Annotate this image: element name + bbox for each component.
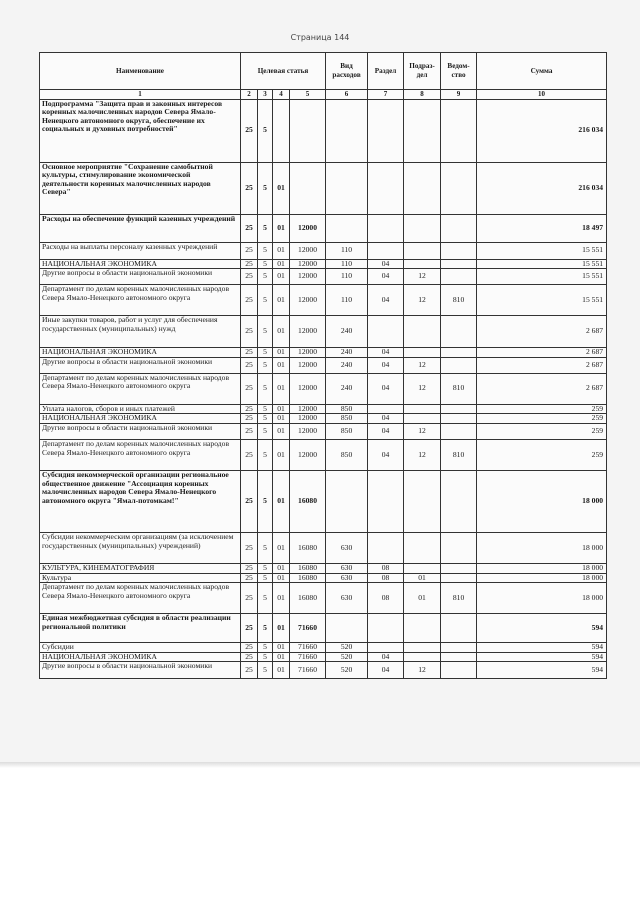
expense-type-code bbox=[326, 99, 368, 162]
row-name: Департамент по делам коренных малочисленных народов Севера Ямало-Ненецкого автономного округа bbox=[40, 439, 241, 470]
table-row bbox=[40, 583, 607, 614]
target-code-direction: 12000 bbox=[290, 414, 326, 424]
target-code-measure: 01 bbox=[273, 404, 290, 414]
row-sum: 15 551 bbox=[477, 242, 607, 259]
column-number: 4 bbox=[273, 90, 290, 100]
target-code-direction: 12000 bbox=[290, 348, 326, 358]
subsection-code bbox=[404, 614, 441, 643]
target-code-subprogram: 5 bbox=[258, 573, 273, 583]
column-number: 1 bbox=[40, 90, 241, 100]
subsection-code bbox=[404, 470, 441, 532]
target-code-subprogram: 5 bbox=[258, 583, 273, 614]
row-name: Расходы на выплаты персоналу казенных учреждений bbox=[40, 242, 241, 259]
header-expense-type: Вид расходов bbox=[326, 53, 368, 90]
target-code-measure: 01 bbox=[273, 583, 290, 614]
department-code bbox=[441, 532, 477, 563]
target-code-measure: 01 bbox=[273, 614, 290, 643]
row-sum: 2 687 bbox=[477, 348, 607, 358]
expense-type-code: 240 bbox=[326, 357, 368, 373]
column-number: 3 bbox=[258, 90, 273, 100]
section-code bbox=[368, 99, 404, 162]
section-code: 04 bbox=[368, 373, 404, 404]
department-code bbox=[441, 99, 477, 162]
target-code-direction: 12000 bbox=[290, 373, 326, 404]
target-code-measure: 01 bbox=[273, 259, 290, 269]
subsection-code bbox=[404, 348, 441, 358]
row-name: Департамент по делам коренных малочисленных народов Севера Ямало-Ненецкого автономного округа bbox=[40, 373, 241, 404]
expense-type-code: 240 bbox=[326, 316, 368, 348]
subsection-code bbox=[404, 242, 441, 259]
target-code-subprogram: 5 bbox=[258, 470, 273, 532]
section-code bbox=[368, 404, 404, 414]
target-code-direction bbox=[290, 99, 326, 162]
row-sum: 594 bbox=[477, 614, 607, 643]
target-code-direction: 71660 bbox=[290, 662, 326, 679]
table-row bbox=[40, 162, 607, 214]
target-code-subprogram: 5 bbox=[258, 563, 273, 573]
target-code-program: 25 bbox=[241, 532, 258, 563]
target-code-direction: 71660 bbox=[290, 652, 326, 662]
table-row bbox=[40, 563, 607, 573]
subsection-code bbox=[404, 162, 441, 214]
section-code: 04 bbox=[368, 259, 404, 269]
target-code-program: 25 bbox=[241, 563, 258, 573]
row-name: Департамент по делам коренных малочисленных народов Севера Ямало-Ненецкого автономного округа bbox=[40, 285, 241, 316]
target-code-subprogram: 5 bbox=[258, 214, 273, 242]
target-code-program: 25 bbox=[241, 662, 258, 679]
target-code-subprogram: 5 bbox=[258, 162, 273, 214]
target-code-direction: 12000 bbox=[290, 316, 326, 348]
section-code: 08 bbox=[368, 583, 404, 614]
department-code bbox=[441, 614, 477, 643]
column-number-row bbox=[40, 90, 607, 100]
target-code-direction: 12000 bbox=[290, 269, 326, 285]
subsection-code: 12 bbox=[404, 269, 441, 285]
row-sum: 216 034 bbox=[477, 162, 607, 214]
table-row bbox=[40, 532, 607, 563]
target-code-program: 25 bbox=[241, 99, 258, 162]
table-row bbox=[40, 348, 607, 358]
row-name: Основное мероприятие "Сохранение самобытной культуры, стимулирование экономической деятельности коренных малочисленных народов Севера" bbox=[40, 162, 241, 214]
table-row bbox=[40, 242, 607, 259]
expense-type-code: 850 bbox=[326, 414, 368, 424]
target-code-subprogram: 5 bbox=[258, 662, 273, 679]
department-code: 810 bbox=[441, 285, 477, 316]
department-code bbox=[441, 357, 477, 373]
target-code-program: 25 bbox=[241, 259, 258, 269]
row-sum: 15 551 bbox=[477, 269, 607, 285]
column-number: 5 bbox=[290, 90, 326, 100]
target-code-measure: 01 bbox=[273, 573, 290, 583]
target-code-program: 25 bbox=[241, 316, 258, 348]
target-code-measure: 01 bbox=[273, 357, 290, 373]
subsection-code bbox=[404, 643, 441, 653]
row-name: Другие вопросы в области национальной экономики bbox=[40, 269, 241, 285]
target-code-direction: 12000 bbox=[290, 423, 326, 439]
row-name: НАЦИОНАЛЬНАЯ ЭКОНОМИКА bbox=[40, 348, 241, 358]
target-code-program: 25 bbox=[241, 214, 258, 242]
row-sum: 2 687 bbox=[477, 373, 607, 404]
row-name: Расходы на обеспечение функций казенных учреждений bbox=[40, 214, 241, 242]
row-name: НАЦИОНАЛЬНАЯ ЭКОНОМИКА bbox=[40, 259, 241, 269]
target-code-program: 25 bbox=[241, 162, 258, 214]
table-row bbox=[40, 414, 607, 424]
target-code-measure: 01 bbox=[273, 643, 290, 653]
subsection-code: 12 bbox=[404, 439, 441, 470]
target-code-direction: 71660 bbox=[290, 643, 326, 653]
section-code: 04 bbox=[368, 414, 404, 424]
target-code-program: 25 bbox=[241, 348, 258, 358]
row-name: КУЛЬТУРА, КИНЕМАТОГРАФИЯ bbox=[40, 563, 241, 573]
expense-type-code: 110 bbox=[326, 269, 368, 285]
target-code-direction: 12000 bbox=[290, 439, 326, 470]
subsection-code: 12 bbox=[404, 357, 441, 373]
department-code: 810 bbox=[441, 373, 477, 404]
table-row bbox=[40, 652, 607, 662]
subsection-code bbox=[404, 316, 441, 348]
header-name: Наименование bbox=[40, 53, 241, 90]
section-code: 04 bbox=[368, 357, 404, 373]
table-row bbox=[40, 662, 607, 679]
column-number: 6 bbox=[326, 90, 368, 100]
target-code-subprogram: 5 bbox=[258, 357, 273, 373]
row-sum: 15 551 bbox=[477, 259, 607, 269]
target-code-direction: 12000 bbox=[290, 214, 326, 242]
section-code: 04 bbox=[368, 662, 404, 679]
expense-type-code: 850 bbox=[326, 423, 368, 439]
target-code-measure: 01 bbox=[273, 269, 290, 285]
expense-type-code: 630 bbox=[326, 532, 368, 563]
target-code-program: 25 bbox=[241, 357, 258, 373]
target-code-subprogram: 5 bbox=[258, 423, 273, 439]
subsection-code bbox=[404, 563, 441, 573]
expense-type-code: 630 bbox=[326, 583, 368, 614]
section-code bbox=[368, 470, 404, 532]
target-code-subprogram: 5 bbox=[258, 532, 273, 563]
table-row bbox=[40, 573, 607, 583]
department-code bbox=[441, 404, 477, 414]
department-code bbox=[441, 470, 477, 532]
subsection-code bbox=[404, 214, 441, 242]
target-code-measure: 01 bbox=[273, 423, 290, 439]
target-code-measure: 01 bbox=[273, 348, 290, 358]
table-row bbox=[40, 404, 607, 414]
expense-type-code: 520 bbox=[326, 662, 368, 679]
target-code-program: 25 bbox=[241, 614, 258, 643]
header-section: Раздел bbox=[368, 53, 404, 90]
target-code-subprogram: 5 bbox=[258, 373, 273, 404]
table-row bbox=[40, 214, 607, 242]
header-department: Ведом-ство bbox=[441, 53, 477, 90]
column-number: 10 bbox=[477, 90, 607, 100]
row-sum: 594 bbox=[477, 652, 607, 662]
row-sum: 2 687 bbox=[477, 357, 607, 373]
column-number: 2 bbox=[241, 90, 258, 100]
target-code-program: 25 bbox=[241, 423, 258, 439]
table-row bbox=[40, 316, 607, 348]
row-sum: 18 000 bbox=[477, 583, 607, 614]
department-code bbox=[441, 423, 477, 439]
target-code-subprogram: 5 bbox=[258, 404, 273, 414]
subsection-code bbox=[404, 652, 441, 662]
target-code-direction: 12000 bbox=[290, 259, 326, 269]
target-code-subprogram: 5 bbox=[258, 269, 273, 285]
department-code: 810 bbox=[441, 439, 477, 470]
section-code bbox=[368, 643, 404, 653]
target-code-measure: 01 bbox=[273, 470, 290, 532]
row-sum: 2 687 bbox=[477, 316, 607, 348]
section-code: 08 bbox=[368, 563, 404, 573]
target-code-program: 25 bbox=[241, 373, 258, 404]
department-code bbox=[441, 414, 477, 424]
target-code-direction: 16080 bbox=[290, 583, 326, 614]
table-body bbox=[40, 99, 607, 679]
row-sum: 216 034 bbox=[477, 99, 607, 162]
expense-type-code: 630 bbox=[326, 573, 368, 583]
row-name: Культура bbox=[40, 573, 241, 583]
target-code-measure: 01 bbox=[273, 563, 290, 573]
target-code-measure: 01 bbox=[273, 214, 290, 242]
target-code-direction: 16080 bbox=[290, 563, 326, 573]
department-code bbox=[441, 316, 477, 348]
target-code-program: 25 bbox=[241, 285, 258, 316]
target-code-subprogram: 5 bbox=[258, 439, 273, 470]
row-name: Другие вопросы в области национальной экономики bbox=[40, 357, 241, 373]
expense-type-code: 240 bbox=[326, 373, 368, 404]
target-code-direction: 16080 bbox=[290, 470, 326, 532]
table-row bbox=[40, 285, 607, 316]
target-code-direction: 12000 bbox=[290, 357, 326, 373]
department-code bbox=[441, 162, 477, 214]
target-code-measure: 01 bbox=[273, 652, 290, 662]
subsection-code: 12 bbox=[404, 423, 441, 439]
header-sum: Сумма bbox=[477, 53, 607, 90]
table-row bbox=[40, 99, 607, 162]
subsection-code: 12 bbox=[404, 285, 441, 316]
target-code-direction: 12000 bbox=[290, 285, 326, 316]
target-code-subprogram: 5 bbox=[258, 348, 273, 358]
department-code bbox=[441, 269, 477, 285]
target-code-subprogram: 5 bbox=[258, 99, 273, 162]
subsection-code bbox=[404, 532, 441, 563]
row-sum: 259 bbox=[477, 439, 607, 470]
target-code-program: 25 bbox=[241, 414, 258, 424]
section-code: 04 bbox=[368, 423, 404, 439]
subsection-code bbox=[404, 259, 441, 269]
page-number-label: Страница 144 bbox=[290, 33, 350, 42]
row-sum: 259 bbox=[477, 423, 607, 439]
expense-type-code: 520 bbox=[326, 652, 368, 662]
target-code-subprogram: 5 bbox=[258, 285, 273, 316]
section-code: 04 bbox=[368, 269, 404, 285]
department-code bbox=[441, 643, 477, 653]
row-name: Иные закупки товаров, работ и услуг для обеспечения государственных (муниципальных) нужд bbox=[40, 316, 241, 348]
expense-type-code: 240 bbox=[326, 348, 368, 358]
target-code-program: 25 bbox=[241, 652, 258, 662]
section-code bbox=[368, 532, 404, 563]
section-code bbox=[368, 162, 404, 214]
target-code-measure: 01 bbox=[273, 532, 290, 563]
subsection-code bbox=[404, 414, 441, 424]
column-number: 9 bbox=[441, 90, 477, 100]
column-number: 7 bbox=[368, 90, 404, 100]
table-row bbox=[40, 614, 607, 643]
section-code: 04 bbox=[368, 439, 404, 470]
subsection-code: 12 bbox=[404, 662, 441, 679]
department-code bbox=[441, 214, 477, 242]
table-row bbox=[40, 439, 607, 470]
target-code-direction: 16080 bbox=[290, 532, 326, 563]
target-code-measure: 01 bbox=[273, 373, 290, 404]
column-number: 8 bbox=[404, 90, 441, 100]
target-code-measure: 01 bbox=[273, 162, 290, 214]
table-row bbox=[40, 470, 607, 532]
section-code bbox=[368, 214, 404, 242]
row-sum: 18 000 bbox=[477, 470, 607, 532]
department-code bbox=[441, 259, 477, 269]
target-code-program: 25 bbox=[241, 242, 258, 259]
budget-table bbox=[39, 52, 607, 679]
target-code-subprogram: 5 bbox=[258, 643, 273, 653]
table-row bbox=[40, 643, 607, 653]
expense-type-code bbox=[326, 470, 368, 532]
target-code-subprogram: 5 bbox=[258, 652, 273, 662]
expense-type-code: 630 bbox=[326, 563, 368, 573]
target-code-subprogram: 5 bbox=[258, 242, 273, 259]
section-code: 04 bbox=[368, 348, 404, 358]
row-name: НАЦИОНАЛЬНАЯ ЭКОНОМИКА bbox=[40, 414, 241, 424]
target-code-direction: 71660 bbox=[290, 614, 326, 643]
target-code-subprogram: 5 bbox=[258, 414, 273, 424]
section-code: 08 bbox=[368, 573, 404, 583]
header-subsection: Подраз-дел bbox=[404, 53, 441, 90]
row-name: Субсидии некоммерческим организациям (за исключением государственных (муниципальных) учреждений) bbox=[40, 532, 241, 563]
section-code bbox=[368, 614, 404, 643]
target-code-direction: 12000 bbox=[290, 404, 326, 414]
expense-type-code: 520 bbox=[326, 643, 368, 653]
target-code-subprogram: 5 bbox=[258, 259, 273, 269]
subsection-code: 01 bbox=[404, 583, 441, 614]
section-code: 04 bbox=[368, 652, 404, 662]
row-sum: 594 bbox=[477, 662, 607, 679]
expense-type-code bbox=[326, 162, 368, 214]
subsection-code: 12 bbox=[404, 373, 441, 404]
header-target-article: Целевая статья bbox=[241, 53, 326, 90]
expense-type-code: 110 bbox=[326, 285, 368, 316]
subsection-code: 01 bbox=[404, 573, 441, 583]
target-code-subprogram: 5 bbox=[258, 316, 273, 348]
row-sum: 594 bbox=[477, 643, 607, 653]
expense-type-code bbox=[326, 614, 368, 643]
table-row bbox=[40, 357, 607, 373]
subsection-code bbox=[404, 99, 441, 162]
row-sum: 259 bbox=[477, 414, 607, 424]
page-edge-shadow bbox=[0, 762, 640, 768]
target-code-measure: 01 bbox=[273, 414, 290, 424]
target-code-program: 25 bbox=[241, 583, 258, 614]
target-code-measure bbox=[273, 99, 290, 162]
row-name: Единая межбюджетная субсидия в области реализации региональной политики bbox=[40, 614, 241, 643]
target-code-direction: 16080 bbox=[290, 573, 326, 583]
row-name: Другие вопросы в области национальной экономики bbox=[40, 423, 241, 439]
target-code-program: 25 bbox=[241, 643, 258, 653]
expense-type-code: 110 bbox=[326, 259, 368, 269]
section-code bbox=[368, 242, 404, 259]
row-name: Подпрограмма "Защита прав и законных интересов коренных малочисленных народов Севера Ямало-Ненецкого автономного округа, обеспечение их социальных и духовных потребностей" bbox=[40, 99, 241, 162]
table-row bbox=[40, 373, 607, 404]
target-code-program: 25 bbox=[241, 470, 258, 532]
row-name: Другие вопросы в области национальной экономики bbox=[40, 662, 241, 679]
target-code-measure: 01 bbox=[273, 439, 290, 470]
row-sum: 18 000 bbox=[477, 573, 607, 583]
header-row bbox=[40, 53, 607, 90]
department-code bbox=[441, 662, 477, 679]
department-code bbox=[441, 573, 477, 583]
row-name: Департамент по делам коренных малочисленных народов Севера Ямало-Ненецкого автономного округа bbox=[40, 583, 241, 614]
target-code-measure: 01 bbox=[273, 285, 290, 316]
target-code-measure: 01 bbox=[273, 662, 290, 679]
department-code: 810 bbox=[441, 583, 477, 614]
target-code-program: 25 bbox=[241, 439, 258, 470]
target-code-measure: 01 bbox=[273, 316, 290, 348]
row-sum: 15 551 bbox=[477, 285, 607, 316]
target-code-program: 25 bbox=[241, 404, 258, 414]
row-name: Уплата налогов, сборов и иных платежей bbox=[40, 404, 241, 414]
expense-type-code bbox=[326, 214, 368, 242]
target-code-direction: 12000 bbox=[290, 242, 326, 259]
target-code-program: 25 bbox=[241, 573, 258, 583]
section-code bbox=[368, 316, 404, 348]
row-name: НАЦИОНАЛЬНАЯ ЭКОНОМИКА bbox=[40, 652, 241, 662]
target-code-program: 25 bbox=[241, 269, 258, 285]
expense-type-code: 110 bbox=[326, 242, 368, 259]
table-row bbox=[40, 269, 607, 285]
expense-type-code: 850 bbox=[326, 439, 368, 470]
target-code-subprogram: 5 bbox=[258, 614, 273, 643]
row-name: Субсидия некоммерческой организации региональное общественное движение "Ассоциация коренных малочисленных народов Севера Ямало-Ненецкого автономного округа "Ямал-потомкам!" bbox=[40, 470, 241, 532]
row-name: Субсидии bbox=[40, 643, 241, 653]
expense-type-code: 850 bbox=[326, 404, 368, 414]
row-sum: 18 497 bbox=[477, 214, 607, 242]
department-code bbox=[441, 563, 477, 573]
row-sum: 18 000 bbox=[477, 563, 607, 573]
subsection-code bbox=[404, 404, 441, 414]
department-code bbox=[441, 348, 477, 358]
row-sum: 259 bbox=[477, 404, 607, 414]
section-code: 04 bbox=[368, 285, 404, 316]
department-code bbox=[441, 652, 477, 662]
department-code bbox=[441, 242, 477, 259]
target-code-measure: 01 bbox=[273, 242, 290, 259]
target-code-direction bbox=[290, 162, 326, 214]
table-row bbox=[40, 259, 607, 269]
table-row bbox=[40, 423, 607, 439]
row-sum: 18 000 bbox=[477, 532, 607, 563]
